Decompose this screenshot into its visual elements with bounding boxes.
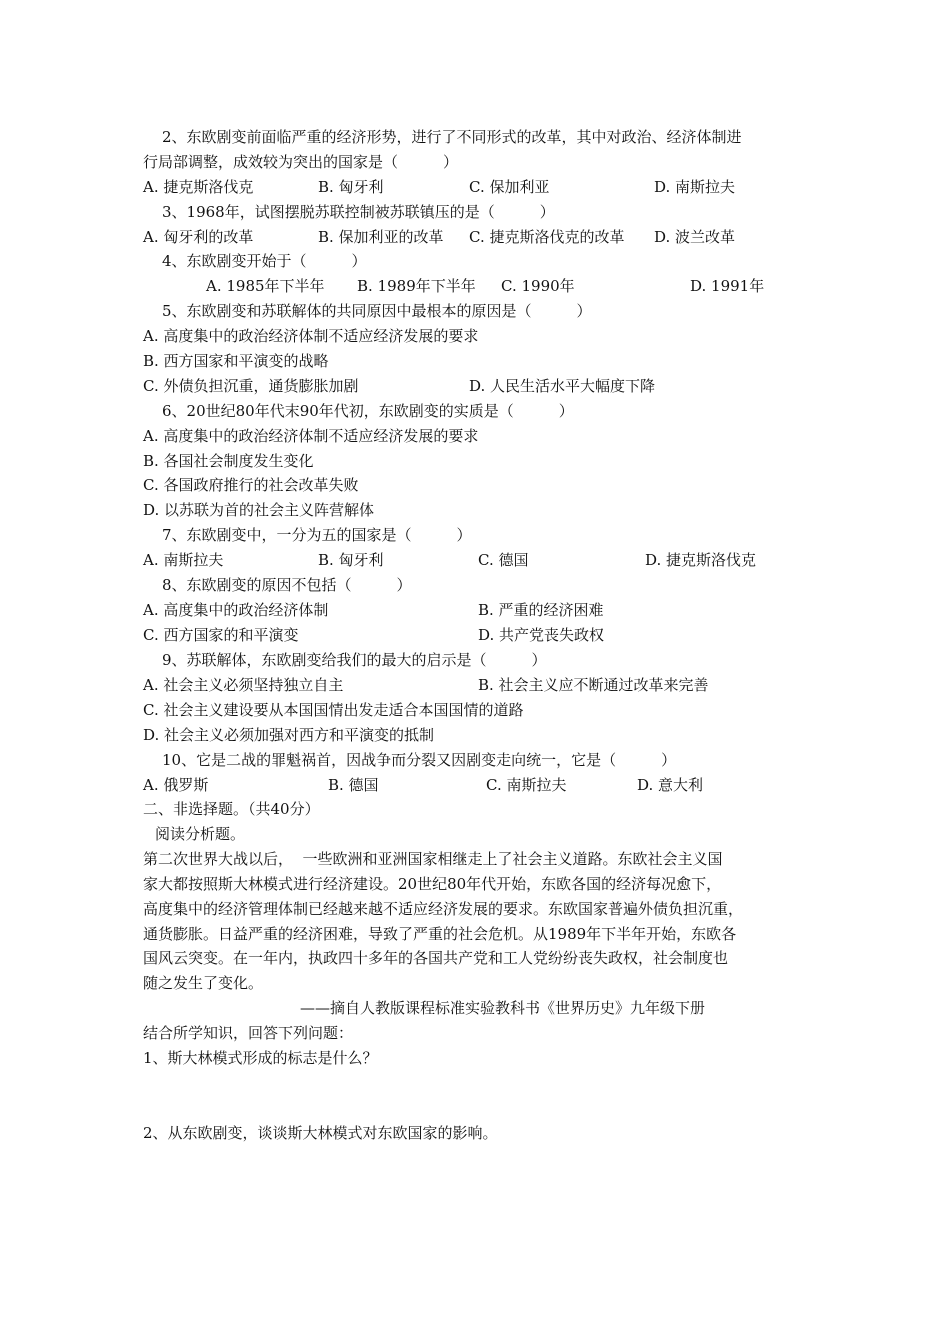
- question-6-option-a: A. 高度集中的政治经济体制不适应经济发展的要求: [143, 427, 479, 445]
- question-5-option-b: B. 西方国家和平演变的战略: [143, 352, 329, 370]
- question-9-option-b: B. 社会主义应不断通过改革来完善: [478, 676, 709, 694]
- passage-line-5: 国风云突变。在一年内，执政四十多年的各国共产党和工人党纷纷丧失政权，社会制度也: [143, 949, 729, 967]
- passage-line-4: 通货膨胀。日益严重的经济困难，导致了严重的社会危机。从1989年下半年开始，东欧各: [143, 925, 737, 943]
- section-2-heading: 二、非选择题。（共40分）: [143, 800, 320, 818]
- question-5-stem: 5、东欧剧变和苏联解体的共同原因中最根本的原因是（ ）: [162, 302, 592, 320]
- question-6-option-d: D. 以苏联为首的社会主义阵营解体: [143, 501, 375, 519]
- question-10-option-b: B. 德国: [328, 776, 379, 794]
- question-10-stem: 10、它是二战的罪魁祸首，因战争而分裂又因剧变走向统一，它是（ ）: [162, 751, 677, 769]
- question-7-option-b: B. 匈牙利: [318, 551, 384, 569]
- question-10-option-c: C. 南斯拉夫: [486, 776, 567, 794]
- question-7-option-d: D. 捷克斯洛伐克: [645, 551, 757, 569]
- question-8-option-b: B. 严重的经济困难: [478, 601, 604, 619]
- question-7-option-a: A. 南斯拉夫: [143, 551, 224, 569]
- question-4-option-c: C. 1990年: [501, 277, 575, 295]
- question-4-option-d: D. 1991年: [690, 277, 765, 295]
- question-8-stem: 8、东欧剧变的原因不包括（ ）: [162, 576, 412, 594]
- question-5-option-a: A. 高度集中的政治经济体制不适应经济发展的要求: [143, 327, 479, 345]
- question-3-option-a: A. 匈牙利的改革: [143, 228, 254, 246]
- passage-line-6: 随之发生了变化。: [143, 974, 264, 992]
- question-8-option-a: A. 高度集中的政治经济体制: [143, 601, 329, 619]
- question-2-stem-line2: 行局部调整，成效较为突出的国家是（ ）: [143, 153, 459, 171]
- passage-line-1: 第二次世界大战以后， 一些欧洲和亚洲国家相继走上了社会主义道路。东欧社会主义国: [143, 850, 723, 868]
- question-2-option-b: B. 匈牙利: [318, 178, 384, 196]
- question-9-stem: 9、苏联解体，东欧剧变给我们的最大的启示是（ ）: [162, 651, 547, 669]
- question-3-option-d: D. 波兰改革: [654, 228, 736, 246]
- question-8-option-d: D. 共产党丧失政权: [478, 626, 605, 644]
- question-4-option-b: B. 1989年下半年: [357, 277, 476, 295]
- section-2-subheading: 阅读分析题。: [155, 825, 246, 843]
- question-3-option-c: C. 捷克斯洛伐克的改革: [469, 228, 625, 246]
- analysis-question-1: 1、斯大林模式形成的标志是什么？: [143, 1049, 378, 1067]
- question-10-option-d: D. 意大利: [637, 776, 704, 794]
- question-2-stem-line1: 2、东欧剧变前面临严重的经济形势，进行了不同形式的改革，其中对政治、经济体制进: [162, 128, 742, 146]
- question-6-option-b: B. 各国社会制度发生变化: [143, 452, 314, 470]
- question-9-option-c: C. 社会主义建设要从本国国情出发走适合本国国情的道路: [143, 701, 524, 719]
- passage-source: ——摘自人教版课程标准实验教科书《世界历史》九年级下册: [300, 999, 706, 1017]
- question-7-option-c: C. 德国: [478, 551, 529, 569]
- question-4-stem: 4、东欧剧变开始于（ ）: [162, 252, 367, 270]
- question-5-option-d: D. 人民生活水平大幅度下降: [469, 377, 656, 395]
- question-9-option-d: D. 社会主义必须加强对西方和平演变的抵制: [143, 726, 435, 744]
- question-3-stem: 3、1968年，试图摆脱苏联控制被苏联镇压的是（ ）: [162, 203, 555, 221]
- question-6-option-c: C. 各国政府推行的社会改革失败: [143, 476, 359, 494]
- question-10-option-a: A. 俄罗斯: [143, 776, 209, 794]
- answer-instruction: 结合所学知识，回答下列问题：: [143, 1024, 354, 1042]
- question-8-option-c: C. 西方国家的和平演变: [143, 626, 299, 644]
- question-7-stem: 7、东欧剧变中，一分为五的国家是（ ）: [162, 526, 472, 544]
- question-2-option-c: C. 保加利亚: [469, 178, 550, 196]
- passage-line-2: 家大都按照斯大林模式进行经济建设。20世纪80年代开始，东欧各国的经济每况愈下，: [143, 875, 722, 893]
- question-2-option-d: D. 南斯拉夫: [654, 178, 736, 196]
- analysis-question-2: 2、从东欧剧变，谈谈斯大林模式对东欧国家的影响。: [143, 1124, 498, 1142]
- question-4-option-a: A. 1985年下半年: [206, 277, 325, 295]
- question-3-option-b: B. 保加利亚的改革: [318, 228, 444, 246]
- question-9-option-a: A. 社会主义必须坚持独立自主: [143, 676, 344, 694]
- question-6-stem: 6、20世纪80年代末90年代初，东欧剧变的实质是（ ）: [162, 402, 574, 420]
- question-5-option-c: C. 外债负担沉重，通货膨胀加剧: [143, 377, 359, 395]
- question-2-option-a: A. 捷克斯洛伐克: [143, 178, 254, 196]
- passage-line-3: 高度集中的经济管理体制已经越来越不适应经济发展的要求。东欧国家普遍外债负担沉重，: [143, 900, 744, 918]
